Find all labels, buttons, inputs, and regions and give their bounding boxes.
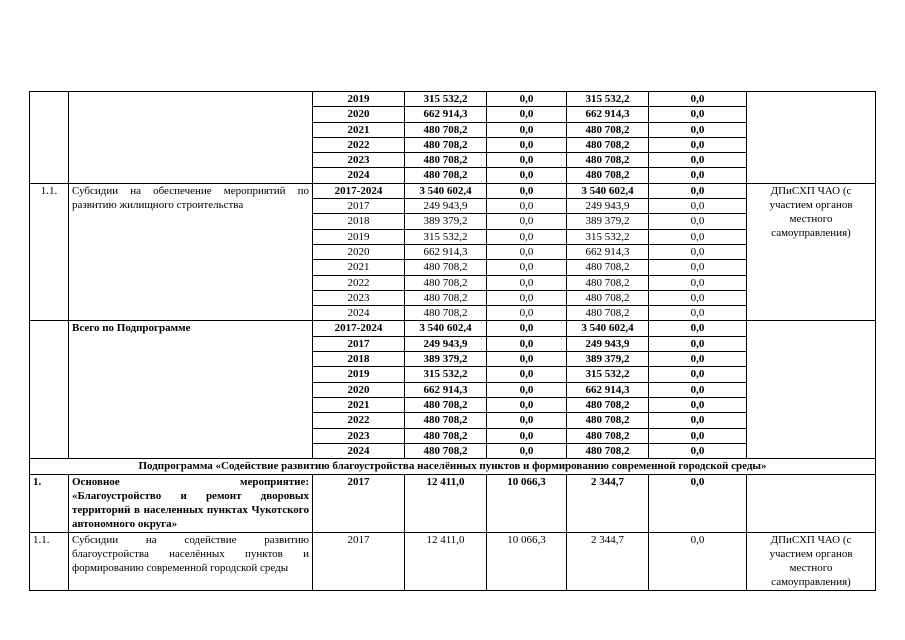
okrug-cell: 480 708,2	[567, 137, 649, 152]
okrug-cell: 480 708,2	[567, 428, 649, 443]
local-cell: 0,0	[649, 428, 747, 443]
year-cell: 2019	[313, 92, 405, 107]
name-cell	[69, 92, 313, 184]
federal-cell: 0,0	[487, 244, 567, 259]
item-name-lead: Основное мероприятие:	[72, 476, 309, 489]
year-cell: 2021	[313, 122, 405, 137]
local-cell: 0,0	[649, 413, 747, 428]
year-cell: 2022	[313, 413, 405, 428]
okrug-cell: 3 540 602,4	[567, 321, 649, 336]
federal-cell: 10 066,3	[487, 475, 567, 533]
total-cell: 315 532,2	[405, 92, 487, 107]
local-cell: 0,0	[649, 321, 747, 336]
item-number: 1.	[30, 475, 69, 533]
num-cell	[30, 321, 69, 459]
federal-cell: 0,0	[487, 428, 567, 443]
year-cell: 2017	[313, 475, 405, 533]
total-cell: 662 914,3	[405, 382, 487, 397]
year-cell: 2024	[313, 168, 405, 183]
federal-cell: 0,0	[487, 168, 567, 183]
local-cell: 0,0	[649, 306, 747, 321]
local-cell: 0,0	[649, 137, 747, 152]
responsible-cell	[747, 321, 876, 459]
federal-cell: 0,0	[487, 137, 567, 152]
responsible-cell: ДПиСХП ЧАО (с участием органов местного самоуправления)	[747, 533, 876, 591]
year-cell: 2020	[313, 382, 405, 397]
year-cell: 2021	[313, 260, 405, 275]
year-cell: 2017	[313, 533, 405, 591]
table-row	[30, 533, 876, 591]
federal-cell: 0,0	[487, 321, 567, 336]
okrug-cell: 480 708,2	[567, 275, 649, 290]
table-row	[30, 321, 876, 336]
okrug-cell: 480 708,2	[567, 443, 649, 458]
table-row	[30, 475, 876, 533]
federal-cell: 0,0	[487, 397, 567, 412]
federal-cell: 0,0	[487, 122, 567, 137]
total-cell: 3 540 602,4	[405, 321, 487, 336]
okrug-cell: 480 708,2	[567, 122, 649, 137]
total-cell: 389 379,2	[405, 352, 487, 367]
total-cell: 480 708,2	[405, 153, 487, 168]
total-cell: 662 914,3	[405, 244, 487, 259]
local-cell: 0,0	[649, 352, 747, 367]
federal-cell: 0,0	[487, 183, 567, 198]
year-cell: 2023	[313, 428, 405, 443]
federal-cell: 0,0	[487, 336, 567, 351]
okrug-cell: 480 708,2	[567, 306, 649, 321]
year-cell: 2019	[313, 229, 405, 244]
year-cell: 2019	[313, 367, 405, 382]
federal-cell: 0,0	[487, 260, 567, 275]
local-cell: 0,0	[649, 168, 747, 183]
year-cell: 2017-2024	[313, 183, 405, 198]
okrug-cell: 249 943,9	[567, 336, 649, 351]
federal-cell: 0,0	[487, 367, 567, 382]
okrug-cell: 315 532,2	[567, 92, 649, 107]
local-cell: 0,0	[649, 382, 747, 397]
item-number: 1.1.	[30, 533, 69, 591]
okrug-cell: 2 344,7	[567, 533, 649, 591]
local-cell: 0,0	[649, 229, 747, 244]
year-cell: 2017	[313, 199, 405, 214]
okrug-cell: 3 540 602,4	[567, 183, 649, 198]
okrug-cell: 480 708,2	[567, 290, 649, 305]
year-cell: 2017	[313, 336, 405, 351]
local-cell: 0,0	[649, 153, 747, 168]
total-cell: 12 411,0	[405, 475, 487, 533]
year-cell: 2020	[313, 107, 405, 122]
okrug-cell: 662 914,3	[567, 107, 649, 122]
total-cell: 480 708,2	[405, 443, 487, 458]
okrug-cell: 480 708,2	[567, 168, 649, 183]
local-cell: 0,0	[649, 367, 747, 382]
local-cell: 0,0	[649, 443, 747, 458]
federal-cell: 0,0	[487, 107, 567, 122]
year-cell: 2017-2024	[313, 321, 405, 336]
subprogram-header: Подпрограмма «Содействие развитию благоустройства населённых пунктов и формированию современной городской среды»	[30, 459, 876, 475]
okrug-cell: 480 708,2	[567, 153, 649, 168]
total-cell: 480 708,2	[405, 275, 487, 290]
local-cell: 0,0	[649, 107, 747, 122]
federal-cell: 0,0	[487, 92, 567, 107]
federal-cell: 0,0	[487, 306, 567, 321]
okrug-cell: 315 532,2	[567, 367, 649, 382]
year-cell: 2020	[313, 244, 405, 259]
local-cell: 0,0	[649, 336, 747, 351]
local-cell: 0,0	[649, 214, 747, 229]
total-cell: 389 379,2	[405, 214, 487, 229]
local-cell: 0,0	[649, 122, 747, 137]
okrug-cell: 2 344,7	[567, 475, 649, 533]
total-cell: 480 708,2	[405, 306, 487, 321]
total-cell: 480 708,2	[405, 397, 487, 412]
okrug-cell: 389 379,2	[567, 214, 649, 229]
responsible-cell: ДПиСХП ЧАО (с участием органов местного самоуправления)	[747, 183, 876, 321]
local-cell: 0,0	[649, 533, 747, 591]
local-cell: 0,0	[649, 183, 747, 198]
item-name: Субсидии на содействие развитию благоустройства населённых пунктов и формированию современной городской среды	[69, 533, 313, 591]
responsible-cell	[747, 475, 876, 533]
year-cell: 2024	[313, 443, 405, 458]
total-cell: 315 532,2	[405, 229, 487, 244]
item-name	[69, 475, 313, 533]
total-cell: 480 708,2	[405, 137, 487, 152]
federal-cell: 10 066,3	[487, 533, 567, 591]
table-row	[30, 92, 876, 107]
federal-cell: 0,0	[487, 413, 567, 428]
federal-cell: 0,0	[487, 229, 567, 244]
okrug-cell: 480 708,2	[567, 397, 649, 412]
okrug-cell: 249 943,9	[567, 199, 649, 214]
total-cell: 3 540 602,4	[405, 183, 487, 198]
item-name: Субсидии на обеспечение мероприятий по развитию жилищного строительства	[69, 183, 313, 321]
federal-cell: 0,0	[487, 199, 567, 214]
table-row	[30, 183, 876, 198]
federal-cell: 0,0	[487, 290, 567, 305]
federal-cell: 0,0	[487, 275, 567, 290]
table-row	[30, 459, 876, 475]
budget-table	[29, 91, 876, 591]
okrug-cell: 480 708,2	[567, 413, 649, 428]
total-cell: 480 708,2	[405, 428, 487, 443]
local-cell: 0,0	[649, 92, 747, 107]
total-cell: 480 708,2	[405, 290, 487, 305]
okrug-cell: 315 532,2	[567, 229, 649, 244]
local-cell: 0,0	[649, 260, 747, 275]
total-cell: 249 943,9	[405, 199, 487, 214]
year-cell: 2023	[313, 153, 405, 168]
total-cell: 480 708,2	[405, 260, 487, 275]
year-cell: 2024	[313, 306, 405, 321]
year-cell: 2022	[313, 137, 405, 152]
year-cell: 2018	[313, 352, 405, 367]
total-cell: 315 532,2	[405, 367, 487, 382]
federal-cell: 0,0	[487, 352, 567, 367]
subprogram-total-label: Всего по Подпрограмме	[69, 321, 313, 459]
federal-cell: 0,0	[487, 443, 567, 458]
year-cell: 2022	[313, 275, 405, 290]
total-cell: 480 708,2	[405, 122, 487, 137]
local-cell: 0,0	[649, 397, 747, 412]
local-cell: 0,0	[649, 290, 747, 305]
total-cell: 480 708,2	[405, 168, 487, 183]
item-name-rest: «Благоустройство и ремонт дворовых территорий в населенных пунктах Чукотского автономного округа»	[72, 490, 309, 531]
okrug-cell: 662 914,3	[567, 382, 649, 397]
local-cell: 0,0	[649, 244, 747, 259]
total-cell: 662 914,3	[405, 107, 487, 122]
local-cell: 0,0	[649, 475, 747, 533]
document-page	[29, 91, 876, 591]
total-cell: 12 411,0	[405, 533, 487, 591]
local-cell: 0,0	[649, 275, 747, 290]
federal-cell: 0,0	[487, 214, 567, 229]
okrug-cell: 389 379,2	[567, 352, 649, 367]
total-cell: 480 708,2	[405, 413, 487, 428]
federal-cell: 0,0	[487, 382, 567, 397]
responsible-cell	[747, 92, 876, 184]
okrug-cell: 662 914,3	[567, 244, 649, 259]
total-cell: 249 943,9	[405, 336, 487, 351]
num-cell	[30, 92, 69, 184]
year-cell: 2023	[313, 290, 405, 305]
year-cell: 2021	[313, 397, 405, 412]
federal-cell: 0,0	[487, 153, 567, 168]
local-cell: 0,0	[649, 199, 747, 214]
item-number: 1.1.	[30, 183, 69, 321]
year-cell: 2018	[313, 214, 405, 229]
okrug-cell: 480 708,2	[567, 260, 649, 275]
